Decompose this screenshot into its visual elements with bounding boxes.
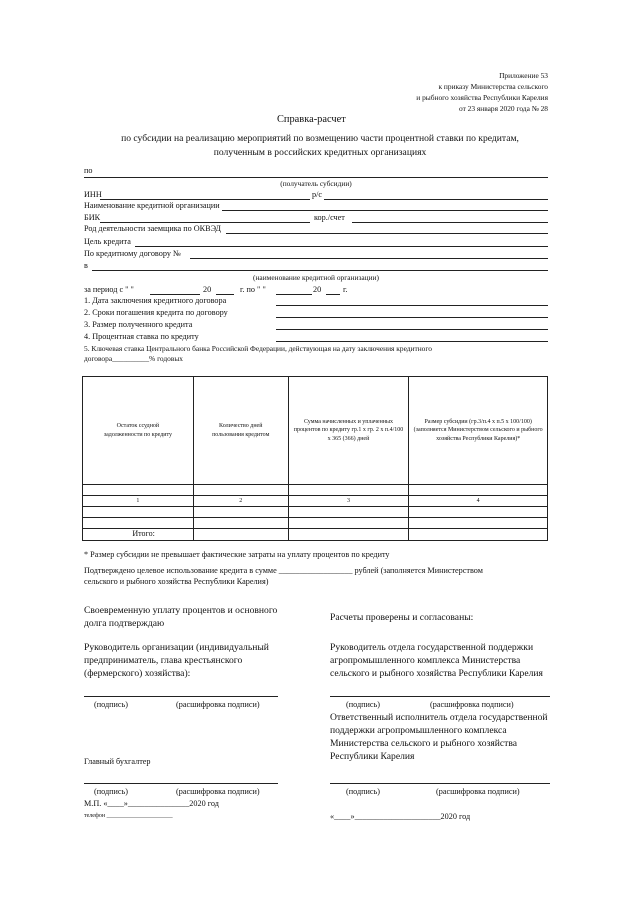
credit-org-caption: (наименование кредитной организации) [253, 273, 379, 282]
document-subtitle-1: по субсидии на реализацию мероприятий по возмещению части процентной ставки по кредитам, [121, 133, 519, 144]
subsidy-table [82, 376, 548, 541]
activity-field[interactable] [226, 233, 548, 234]
appendix-order: к приказу Министерства сельского [438, 82, 548, 91]
org-head-line-3: (фермерского) хозяйства): [84, 668, 191, 679]
org-head-line-1: Руководитель организации (индивидуальный [84, 642, 269, 653]
credit-org-name-label: Наименование кредитной организации [84, 201, 220, 210]
dept-head-sign-caption: (подпись) [346, 700, 380, 709]
purpose-field[interactable] [135, 246, 548, 247]
item-1-field[interactable] [276, 305, 548, 306]
document-title: Справка-расчет [277, 114, 346, 125]
rs-field[interactable] [324, 199, 548, 200]
period-to-month[interactable] [276, 294, 312, 295]
item-5-line-1: 5. Ключевая ставка Центрального банка Российской Федерации, действующая на дату заключения кредитного [84, 344, 432, 353]
header-subsidy-size: Размер субсидии (гр.3/п.4 x п.5 x 100/100) (заполняется Министерством сельского и рыбного хозяйства Республики Карелия)* [409, 377, 548, 485]
timely-payment-line-1: Своевременную уплату процентов и основного [84, 605, 278, 616]
period-to-year-label: 20 [313, 285, 322, 294]
purpose-label: Цель кредита [84, 237, 131, 246]
confirm-line-1: Подтверждено целевое использование кредита в сумме __________________ рублей (заполняется Министерством [84, 566, 483, 575]
table-header-row [83, 377, 548, 485]
bik-field[interactable] [100, 222, 310, 223]
recipient-line[interactable] [84, 177, 548, 178]
dept-head-line-2: агропромышленного комплекса Министерства [330, 655, 521, 666]
chief-accountant-label: Главный бухгалтер [84, 757, 151, 766]
org-head-decode-caption: (расшифровка подписи) [176, 700, 260, 709]
period-to-label: г. по " " [240, 285, 266, 294]
chief-accountant-signature-line[interactable] [84, 783, 278, 784]
dept-head-signature-line[interactable] [330, 696, 550, 697]
checked-label: Расчеты проверены и согласованы: [330, 612, 474, 623]
executor-line-3: Министерства сельского и рыбного хозяйства [330, 738, 518, 749]
executor-signature-line[interactable] [330, 783, 550, 784]
phone-label: телефон ______________________ [84, 813, 173, 819]
item-3-field[interactable] [276, 329, 548, 330]
appendix-ministry: и рыбного хозяйства Республики Карелия [416, 93, 548, 102]
col-number-2: 2 [193, 496, 288, 507]
v-label: в [84, 261, 88, 270]
period-from-label: за период с " " [84, 285, 134, 294]
period-from-year[interactable] [216, 294, 234, 295]
executor-decode-caption: (расшифровка подписи) [436, 787, 520, 796]
dept-head-line-1: Руководитель отдела государственной поддержки [330, 642, 534, 653]
confirm-line-2: сельского и рыбного хозяйства Республики Карелия) [84, 577, 269, 586]
item-3-label: 3. Размер полученного кредита [84, 320, 193, 329]
executor-line-1: Ответственный исполнитель отдела государственной [330, 712, 548, 723]
table-spacer-row [83, 485, 548, 496]
dept-head-decode-caption: (расшифровка подписи) [430, 700, 514, 709]
item-2-label: 2. Сроки погашения кредита по договору [84, 308, 228, 317]
item-5-line-2: договора__________% годовых [84, 354, 184, 363]
item-1-label: 1. Дата заключения кредитного договора [84, 296, 227, 305]
table-number-row [83, 496, 548, 507]
item-4-label: 4. Процентная ставка по кредиту [84, 332, 199, 341]
inn-field[interactable] [100, 199, 310, 200]
inn-label: ИНН [84, 190, 102, 199]
header-interest-sum: Сумма начисленных и уплаченных процентов по кредиту гр.1 x гр. 2 x п.4/100 x 365 (366) дней [288, 377, 409, 485]
appendix-number: Приложение 53 [499, 71, 548, 80]
period-from-year-label: 20 [203, 285, 212, 294]
appendix-date: от 23 января 2020 года № 28 [458, 104, 548, 113]
credit-org-name-field[interactable] [222, 210, 548, 211]
table-row [83, 518, 548, 529]
org-head-line-2: предприниматель, глава крестьянского [84, 655, 243, 666]
timely-payment-line-2: долга подтверждаю [84, 618, 165, 629]
item-2-field[interactable] [276, 317, 548, 318]
executor-sign-caption: (подпись) [346, 787, 380, 796]
executor-date: «____»_____________________2020 год [330, 812, 471, 821]
header-loan-balance: Остаток ссудной задолженности по кредиту [83, 377, 194, 485]
bik-label: БИК [84, 213, 101, 222]
col-number-3: 3 [288, 496, 409, 507]
footnote: * Размер субсидии не превышает фактические затраты на уплату процентов по кредиту [84, 550, 390, 559]
period-from-month[interactable] [150, 294, 200, 295]
stamp-date: М.П. «____»_______________2020 год [84, 799, 219, 808]
table-row [83, 507, 548, 518]
org-head-signature-line[interactable] [84, 696, 278, 697]
chief-accountant-sign-caption: (подпись) [94, 787, 128, 796]
credit-org-field[interactable] [92, 270, 548, 271]
kor-schet-field[interactable] [352, 222, 548, 223]
item-4-field[interactable] [276, 341, 548, 342]
col-number-4: 4 [409, 496, 548, 507]
kor-schet-label: кор./счет [314, 213, 345, 222]
dept-head-line-3: сельского и рыбного хозяйства Республики Карелия [330, 668, 543, 679]
period-year-suffix: г. [343, 285, 348, 294]
activity-label: Род деятельности заемщика по ОКВЭД [84, 224, 221, 233]
period-to-year[interactable] [326, 294, 340, 295]
header-days: Количество дней пользования кредитом [193, 377, 288, 485]
table-total-row [83, 529, 548, 541]
document-subtitle-2: полученным в российских кредитных организациях [213, 147, 427, 158]
contract-field[interactable] [190, 258, 548, 259]
org-head-sign-caption: (подпись) [94, 700, 128, 709]
rs-label: р/с [312, 190, 323, 199]
contract-label: По кредитному договору № [84, 249, 181, 258]
recipient-caption: (получатель субсидии) [280, 179, 352, 188]
field-po-label: по [84, 166, 93, 175]
executor-line-4: Республики Карелия [330, 751, 415, 762]
col-number-1: 1 [83, 496, 194, 507]
executor-line-2: поддержки агропромышленного комплекса [330, 725, 507, 736]
chief-accountant-decode-caption: (расшифровка подписи) [176, 787, 260, 796]
total-label: Итого: [83, 529, 194, 541]
